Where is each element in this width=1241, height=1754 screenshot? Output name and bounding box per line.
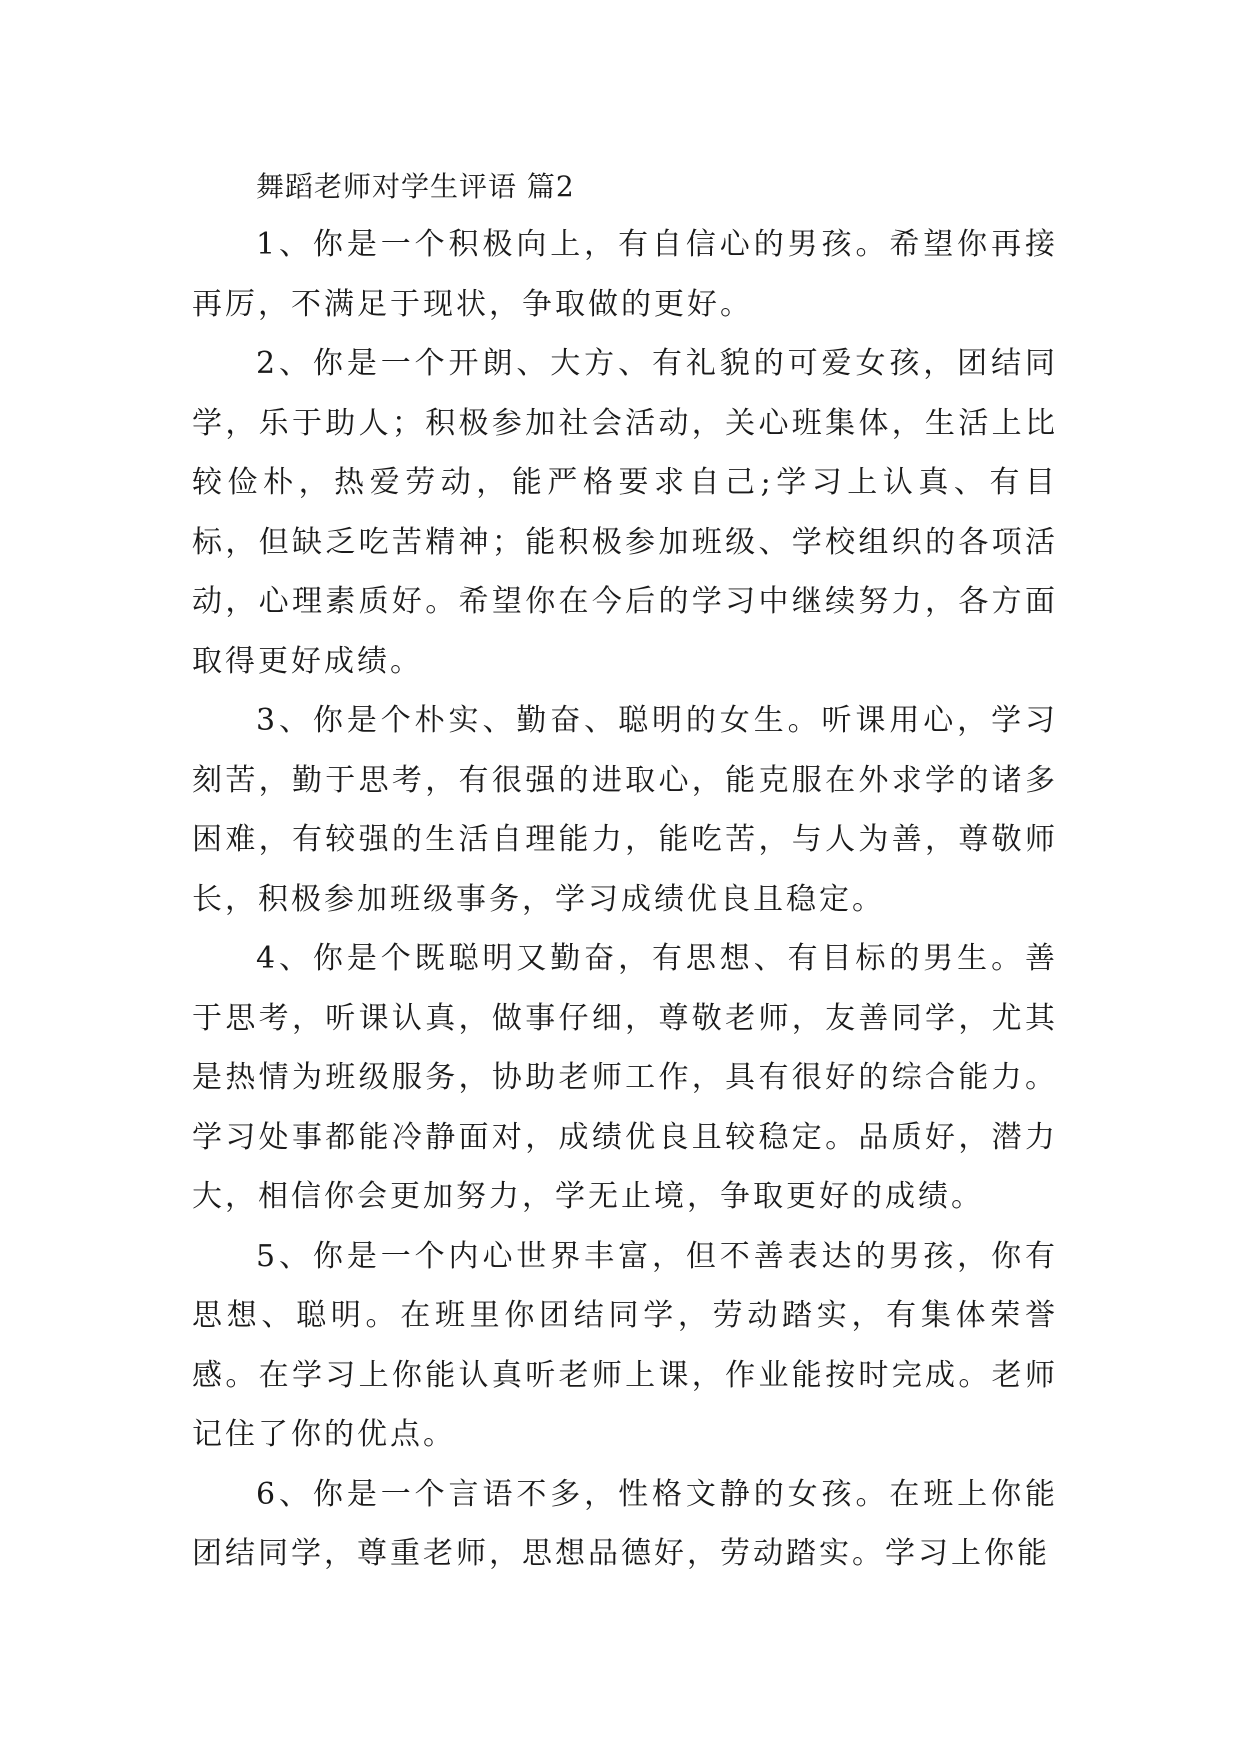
document-body (192, 159, 1058, 1584)
comment-paragraph-4: 4、你是个既聪明又勤奋，有思想、有目标的男生。善于思考，听课认真，做事仔细，尊敬老师，友善同学，尤其是热情为班级服务，协助老师工作，具有很好的综合能力。学习处事都能冷静面对，成绩优良且较稳定。品质好，潜力大，相信你会更加努力，学无止境，争取更好的成绩。 (192, 941, 1058, 1214)
comment-paragraph-2: 2、你是一个开朗、大方、有礼貌的可爱女孩，团结同学，乐于助人；积极参加社会活动，关心班集体，生活上比较俭朴，热爱劳动，能严格要求自己;学习上认真、有目标，但缺乏吃苦精神；能积极参加班级、学校组织的各项活动，心理素质好。希望你在今后的学习中继续努力，各方面取得更好成绩。 (192, 346, 1058, 679)
comment-paragraph-3: 3、你是个朴实、勤奋、聪明的女生。听课用心，学习刻苦，勤于思考，有很强的进取心，能克服在外求学的诸多困难，有较强的生活自理能力，能吃苦，与人为善，尊敬师长，积极参加班级事务，学习成绩优良且稳定。 (192, 703, 1058, 917)
document-title: 舞蹈老师对学生评语 篇2 (256, 170, 575, 203)
comment-paragraph-6: 6、你是一个言语不多，性格文静的女孩。在班上你能团结同学，尊重老师，思想品德好，劳动踏实。学习上你能 (192, 1476, 1058, 1571)
comment-paragraph-1: 1、你是一个积极向上，有自信心的男孩。希望你再接再厉，不满足于现状，争取做的更好。 (192, 227, 1058, 322)
comment-paragraph-5: 5、你是一个内心世界丰富，但不善表达的男孩，你有思想、聪明。在班里你团结同学，劳动踏实，有集体荣誉感。在学习上你能认真听老师上课，作业能按时完成。老师记住了你的优点。 (192, 1238, 1058, 1452)
